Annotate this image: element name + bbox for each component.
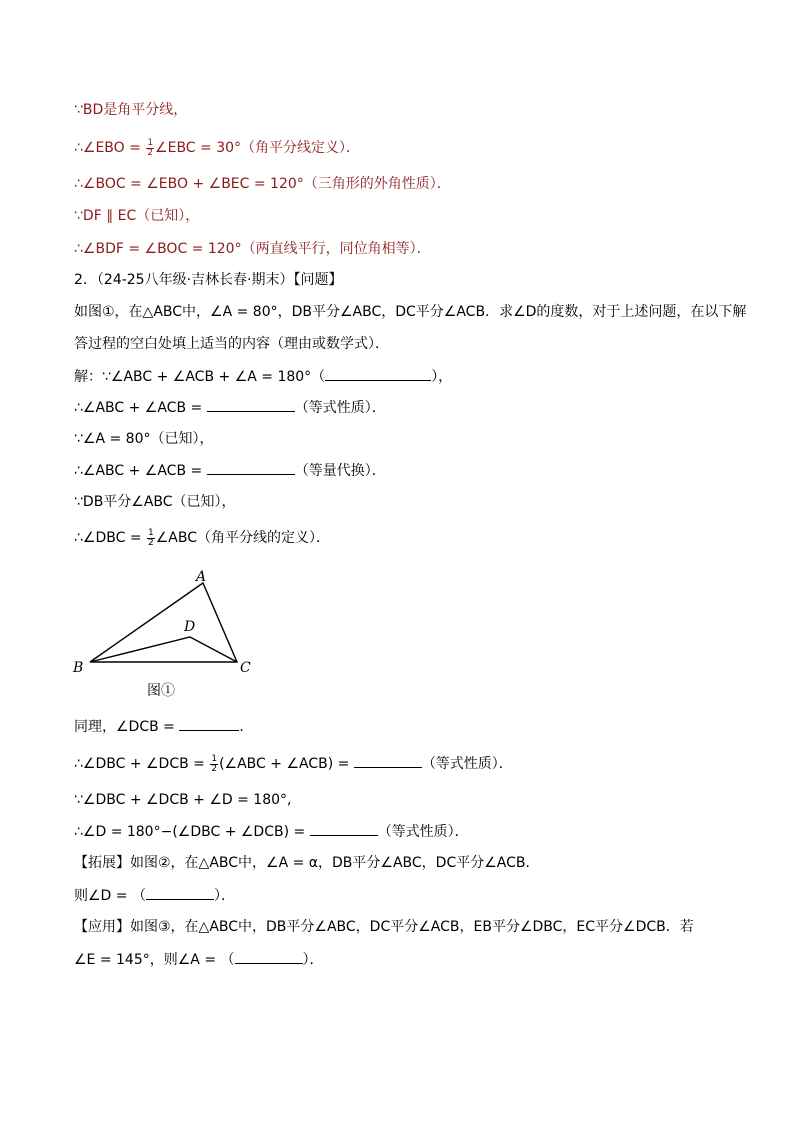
step-2-end: （等式性质）． bbox=[294, 400, 386, 416]
step-10-text: ∴∠D = 180°−(∠DBC + ∠DCB) = bbox=[74, 824, 310, 840]
solution-line-5: ∴∠BDF = ∠BOC = 120°（两直线平行，同位角相等）． bbox=[74, 241, 431, 257]
step-10-end: （等式性质）． bbox=[377, 824, 469, 840]
step-8-end: （等式性质）． bbox=[421, 756, 513, 772]
step-9: ∵∠DBC + ∠DCB + ∠D = 180°, bbox=[74, 792, 292, 808]
vertex-label-a: A bbox=[196, 569, 207, 585]
answer-blank-7[interactable] bbox=[146, 885, 214, 900]
solution-line-4: ∵DF ∥ EC（已知）， bbox=[74, 208, 200, 224]
application-answer bbox=[74, 949, 324, 970]
step-7-end: ． bbox=[239, 719, 254, 735]
step-4-end: （等量代换）． bbox=[294, 463, 386, 479]
extension-answer-end: ）． bbox=[213, 888, 235, 904]
vertex-label-d: D bbox=[184, 619, 196, 635]
solution-line-2-start: ∴∠EBO = bbox=[74, 140, 146, 156]
fraction-one-half: $\frac{1}{2}$ bbox=[211, 753, 218, 774]
step-2 bbox=[74, 397, 386, 418]
answer-blank-8[interactable] bbox=[235, 949, 303, 964]
bisector-lines bbox=[90, 637, 237, 662]
step-6-end: ∠ABC（角平分线的定义）． bbox=[155, 530, 331, 546]
step-1-end: ）， bbox=[431, 369, 453, 385]
problem-statement-1: 如图①，在△ABC中，∠A = 80°，DB平分∠ABC，DC平分∠ACB．求∠D的度数，对于上述问题，在以下解 bbox=[74, 304, 747, 320]
problem-statement-2: 答过程的空白处填上适当的内容（理由或数学式）． bbox=[74, 336, 389, 352]
step-10 bbox=[74, 821, 469, 842]
step-8 bbox=[74, 753, 513, 774]
step-5: ∵DB平分∠ABC（已知）， bbox=[74, 494, 236, 510]
step-6-text: ∴∠DBC = bbox=[74, 530, 147, 546]
answer-blank-2[interactable] bbox=[207, 397, 295, 412]
step-7-text: 同理，∠DCB = bbox=[74, 719, 180, 735]
extension-answer-text: 则∠D = （ bbox=[74, 888, 146, 904]
vertex-label-b: B bbox=[73, 660, 84, 676]
answer-blank-4[interactable] bbox=[179, 716, 239, 731]
answer-blank-3[interactable] bbox=[207, 460, 295, 475]
answer-blank-1[interactable] bbox=[325, 366, 431, 381]
solution-line-3: ∴∠BOC = ∠EBO + ∠BEC = 120°（三角形的外角性质）． bbox=[74, 176, 451, 192]
application-answer-text: ∠E = 145°，则∠A = （ bbox=[74, 952, 235, 968]
step-6 bbox=[74, 528, 330, 548]
application-answer-end: ）． bbox=[302, 952, 324, 968]
answer-blank-5[interactable] bbox=[354, 753, 422, 768]
vertex-label-c: C bbox=[240, 660, 251, 676]
solution-line-1: ∵BD是角平分线， bbox=[74, 102, 188, 118]
step-2-text: ∴∠ABC + ∠ACB = bbox=[74, 400, 207, 416]
extension-answer bbox=[74, 885, 235, 906]
problem-2-header: 2．（24-25八年级·吉林长春·期末）【问题】 bbox=[74, 272, 343, 288]
figure-caption: 图① bbox=[147, 683, 175, 699]
step-7 bbox=[74, 716, 253, 737]
solution-line-2-end: ∠EBC = 30°（角平分线定义）． bbox=[155, 140, 361, 156]
step-4-text: ∴∠ABC + ∠ACB = bbox=[74, 463, 207, 479]
step-1-text: 解：∵∠ABC + ∠ACB + ∠A = 180°（ bbox=[74, 369, 326, 385]
step-3: ∵∠A = 80°（已知）， bbox=[74, 431, 214, 447]
application-statement: 【应用】如图③，在△ABC中，DB平分∠ABC，DC平分∠ACB，EB平分∠DBC，EC平分∠DCB．若 bbox=[74, 919, 694, 935]
step-8-text: ∴∠DBC + ∠DCB = bbox=[74, 756, 210, 772]
step-4 bbox=[74, 460, 386, 481]
triangle-figure bbox=[70, 565, 270, 705]
fraction-one-half: $\frac{1}{2}$ bbox=[148, 527, 154, 548]
extension-statement: 【拓展】如图②，在△ABC中，∠A = α，DB平分∠ABC，DC平分∠ACB． bbox=[74, 855, 540, 871]
fraction-one-half: $\frac{1}{2}$ bbox=[147, 137, 154, 158]
solution-line-2 bbox=[74, 138, 360, 158]
step-1 bbox=[74, 366, 452, 387]
step-8-middle: (∠ABC + ∠ACB) = bbox=[219, 756, 354, 772]
answer-blank-6[interactable] bbox=[310, 821, 378, 836]
